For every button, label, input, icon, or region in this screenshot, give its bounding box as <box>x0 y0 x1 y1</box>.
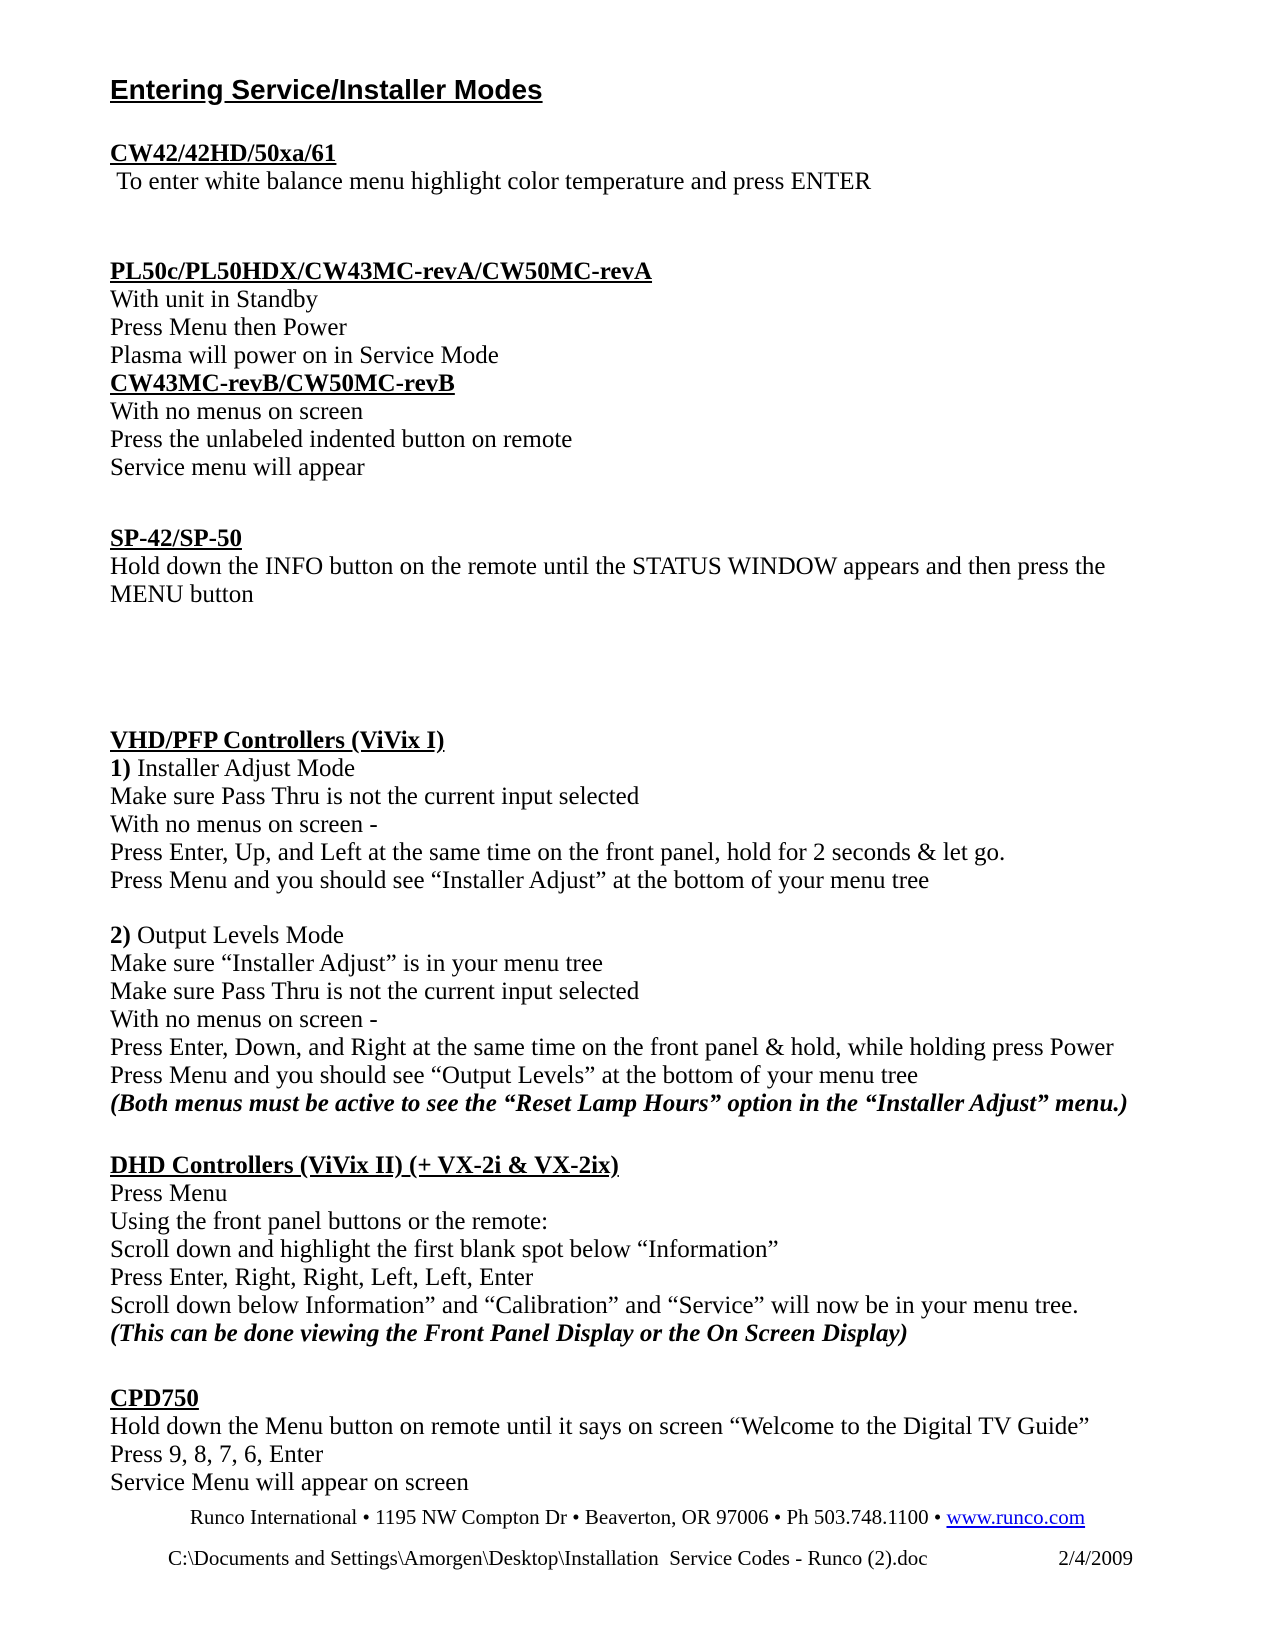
text-line: Press Menu and you should see “Output Levels” at the bottom of your menu tree <box>110 1062 919 1089</box>
document-date: 2/4/2009 <box>1058 1546 1133 1570</box>
text-line: Press the unlabeled indented button on remote <box>110 426 573 453</box>
section-heading-cpd750: CPD750 <box>110 1385 199 1412</box>
text-line: Make sure Pass Thru is not the current input selected <box>110 978 640 1005</box>
numbered-line <box>110 755 1165 783</box>
text-line: Press Enter, Right, Right, Left, Left, Enter <box>110 1264 534 1291</box>
text-line: Hold down the Menu button on remote until it says on screen “Welcome to the Digital TV Guide” <box>110 1413 1090 1440</box>
list-number: 2) <box>110 922 131 949</box>
text-line: With no menus on screen - <box>110 1006 378 1033</box>
section-heading-pl50c: PL50c/PL50HDX/CW43MC-revA/CW50MC-revA <box>110 258 653 285</box>
text-line: Scroll down below Information” and “Calibration” and “Service” will now be in your menu tree. <box>110 1292 1079 1319</box>
list-label: Output Levels Mode <box>130 922 344 949</box>
section-heading-cw42: CW42/42HD/50xa/61 <box>110 140 337 167</box>
section-heading-cw43mc-revb: CW43MC-revB/CW50MC-revB <box>110 370 455 397</box>
text-line: With no menus on screen - <box>110 811 378 838</box>
text-line: Press Menu then Power <box>110 314 347 341</box>
note-line: (Both menus must be active to see the “Reset Lamp Hours” option in the “Installer Adjust” menu.) <box>110 1090 1128 1117</box>
text-line: With unit in Standby <box>110 286 319 313</box>
company-address-line <box>0 1505 1275 1529</box>
text-line: Make sure Pass Thru is not the current input selected <box>110 783 640 810</box>
text-line: Hold down the INFO button on the remote until the STATUS WINDOW appears and then press the MENU button <box>110 553 1112 608</box>
text-line: Using the front panel buttons or the remote: <box>110 1208 549 1235</box>
section-heading-sp42-sp50: SP-42/SP-50 <box>110 525 242 552</box>
list-label: Installer Adjust Mode <box>130 755 356 782</box>
text-line: Scroll down and highlight the first blank spot below “Information” <box>110 1236 779 1263</box>
runco-website-link[interactable]: www.runco.com <box>946 1505 1086 1529</box>
list-number: 1) <box>110 755 131 782</box>
section-heading-vhd-pfp: VHD/PFP Controllers (ViVix I) <box>110 727 445 754</box>
text-line: Service Menu will appear on screen <box>110 1469 469 1496</box>
section-heading-dhd: DHD Controllers (ViVix II) (+ VX-2i & VX-2ix) <box>110 1152 619 1179</box>
text-line: Press 9, 8, 7, 6, Enter <box>110 1441 324 1468</box>
text-line: Plasma will power on in Service Mode <box>110 342 499 369</box>
text-line: With no menus on screen <box>110 398 364 425</box>
text-line: To enter white balance menu highlight color temperature and press ENTER <box>110 168 872 195</box>
document-title: Entering Service/Installer Modes <box>110 74 543 105</box>
note-line: (This can be done viewing the Front Panel Display or the On Screen Display) <box>110 1320 908 1347</box>
text-line: Press Menu and you should see “Installer Adjust” at the bottom of your menu tree <box>110 867 930 894</box>
page-footer <box>0 1505 1275 1570</box>
numbered-line <box>110 922 1165 950</box>
file-path: C:\Documents and Settings\Amorgen\Desktop\Installation Service Codes - Runco (2).doc <box>168 1546 928 1570</box>
text-line: Press Enter, Down, and Right at the same time on the front panel & hold, while holding press Power <box>110 1034 1114 1061</box>
company-address-text: Runco International • 1195 NW Compton Dr • Beaverton, OR 97006 • Ph 503.748.1100 • <box>189 1505 947 1529</box>
document-path-line <box>0 1546 1275 1570</box>
text-line: Service menu will appear <box>110 454 365 481</box>
text-line: Press Enter, Up, and Left at the same time on the front panel, hold for 2 seconds & let go. <box>110 839 1006 866</box>
text-line: Make sure “Installer Adjust” is in your menu tree <box>110 950 603 977</box>
text-line: Press Menu <box>110 1180 228 1207</box>
